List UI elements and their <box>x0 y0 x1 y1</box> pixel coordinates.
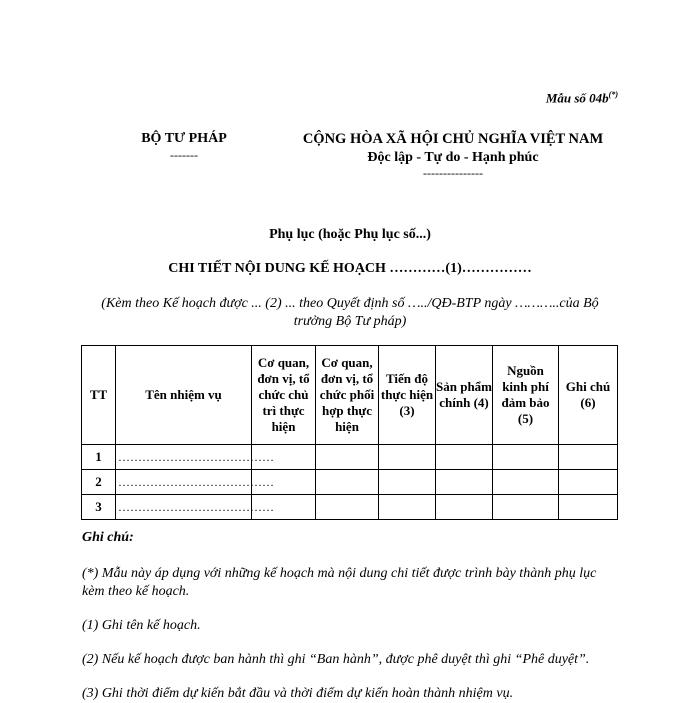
form-code-mark: (*) <box>608 90 618 99</box>
row-task: ………………………………… <box>116 495 252 520</box>
form-code-text: Mẫu số 04b <box>545 90 609 106</box>
table-header-row <box>82 346 618 445</box>
header-main-product: Sản phẩm chính (4) <box>436 346 493 445</box>
header-notes: Ghi chú (6) <box>559 346 618 445</box>
empty-cell <box>316 495 379 520</box>
row-number: 1 <box>82 445 116 470</box>
header-coordinating-agency: Cơ quan, đơn vị, tổ chức phối hợp thực hiện <box>316 346 379 445</box>
header-lead-agency: Cơ quan, đơn vị, tổ chức chủ trì thực hiện <box>252 346 316 445</box>
empty-cell <box>379 495 436 520</box>
issuing-agency <box>130 131 238 161</box>
nation-motto: Độc lập - Tự do - Hạnh phúc <box>367 150 539 165</box>
note-item: (2) Nếu kế hoạch được ban hành thì ghi “Ban hành”, được phê duyệt thì ghi “Phê duyệt”. <box>82 652 590 667</box>
empty-cell <box>559 470 618 495</box>
national-heading <box>288 131 618 179</box>
table-row <box>82 445 618 470</box>
nation-title: CỘNG HÒA XÃ HỘI CHỦ NGHĨA VIỆT NAM <box>302 131 604 147</box>
note-item: (*) Mẫu này áp dụng với những kế hoạch mà nội dung chi tiết được trình bày thành phụ lục kèm theo kế hoạch. <box>82 566 597 599</box>
header-funding-source: Nguồn kinh phí đảm bảo (5) <box>493 346 559 445</box>
attachment-note: (Kèm theo Kế hoạch được ... (2) ... theo Quyết định số …../QĐ-BTP ngày ………..của Bộ trưởng Bộ Tư pháp) <box>101 296 599 329</box>
empty-cell <box>316 445 379 470</box>
note-item: (3) Ghi thời điểm dự kiến bắt đầu và thời điểm dự kiến hoàn thành nhiệm vụ. <box>82 686 514 701</box>
empty-cell <box>493 495 559 520</box>
header-task-name: Tên nhiệm vụ <box>116 346 252 445</box>
empty-cell <box>316 470 379 495</box>
empty-cell <box>559 495 618 520</box>
empty-cell <box>436 495 493 520</box>
row-task: ………………………………… <box>116 445 252 470</box>
row-number: 3 <box>82 495 116 520</box>
header-progress: Tiến độ thực hiện (3) <box>379 346 436 445</box>
notes-heading: Ghi chú: <box>82 530 134 545</box>
note-item: (1) Ghi tên kế hoạch. <box>82 618 201 633</box>
plan-title: CHI TIẾT NỘI DUNG KẾ HOẠCH …………(1)…………… <box>168 261 532 276</box>
empty-cell <box>436 470 493 495</box>
empty-cell <box>493 445 559 470</box>
empty-cell <box>379 470 436 495</box>
form-code <box>546 90 618 106</box>
agency-divider: ------- <box>170 148 198 162</box>
table-row <box>82 470 618 495</box>
row-task: ………………………………… <box>116 470 252 495</box>
empty-cell <box>559 445 618 470</box>
header-tt: TT <box>82 346 116 445</box>
plan-table <box>81 345 618 520</box>
row-number: 2 <box>82 470 116 495</box>
appendix-title: Phụ lục (hoặc Phụ lục số...) <box>269 227 431 242</box>
agency-name: BỘ TƯ PHÁP <box>141 131 227 146</box>
empty-cell <box>436 445 493 470</box>
empty-cell <box>493 470 559 495</box>
table-row <box>82 495 618 520</box>
nation-divider: --------------- <box>423 166 483 180</box>
empty-cell <box>379 445 436 470</box>
